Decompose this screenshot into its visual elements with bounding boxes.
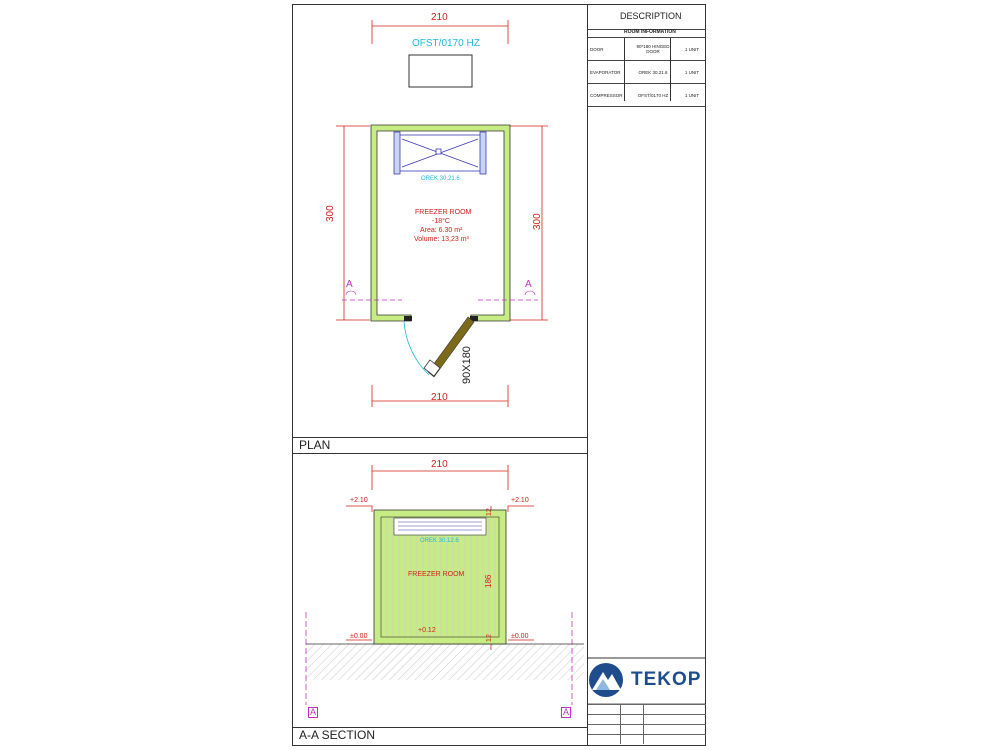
section-cut-mark-left: A xyxy=(310,707,317,717)
table-row xyxy=(588,38,706,61)
plan-room-volume: Volume: 13,23 m³ xyxy=(414,236,469,243)
plan-room-area: Area: 6.30 m² xyxy=(420,227,463,234)
row-qty: 1 UNIT xyxy=(678,61,706,84)
row-value: OREK 30.21.6 xyxy=(628,61,678,84)
plan-left-depth-label: 300 xyxy=(325,205,336,222)
section-level-right-bottom: ±0.00 xyxy=(511,633,529,640)
section-level-floor: +0.12 xyxy=(418,627,436,634)
section-cut-mark-right: A xyxy=(563,707,570,717)
table-row xyxy=(588,705,706,715)
section-room-name: FREEZER ROOM xyxy=(408,571,465,578)
room-info-table xyxy=(588,38,706,107)
section-title: A-A SECTION xyxy=(299,728,376,742)
table-col-divider xyxy=(670,38,671,101)
row-label: EVAPORATOR xyxy=(588,61,628,84)
table-row xyxy=(588,735,706,745)
description-header xyxy=(588,5,706,30)
row-qty: 1 UNIT xyxy=(678,38,706,61)
row-label: DOOR xyxy=(588,38,628,61)
plan-evaporator-label: OREK 30.21.6 xyxy=(421,176,460,182)
plan-top-width-label: 210 xyxy=(431,12,448,23)
plan-room-name: FREEZER ROOM xyxy=(415,209,472,216)
table-row xyxy=(588,725,706,735)
section-level-left-bottom: ±0.00 xyxy=(350,633,368,640)
room-info-title: ROOM INFORMATION xyxy=(624,29,676,35)
table-row xyxy=(588,715,706,725)
condensing-unit xyxy=(409,55,472,87)
condensing-unit-label: OFST/0170 HZ xyxy=(412,38,480,49)
section-bottom-height: 12 xyxy=(486,634,493,642)
plan-evaporator xyxy=(394,132,486,174)
company-logo-text: TEKOP xyxy=(631,669,702,690)
tekop-logo xyxy=(589,663,623,697)
plan-right-depth-label: 300 xyxy=(532,213,543,230)
plan-section-mark-left: A xyxy=(346,279,353,290)
row-qty: 1 UNIT xyxy=(678,84,706,107)
section-main-height: 186 xyxy=(484,574,493,588)
room-info-header xyxy=(588,29,706,38)
table-row xyxy=(588,84,706,107)
title-block-table xyxy=(588,704,706,744)
plan-room-temperature: -18°C xyxy=(432,218,450,225)
table-col-divider xyxy=(624,38,625,101)
row-value: OFST/0170 HZ xyxy=(628,84,678,107)
plan-left-dimension xyxy=(336,126,370,320)
section-width-label: 210 xyxy=(431,459,448,470)
description-title: DESCRIPTION xyxy=(620,11,682,21)
row-value: 90*180 HINGED DOOR xyxy=(628,38,678,61)
plan-bottom-width-label: 210 xyxy=(431,392,448,403)
plan-section-mark-right: A xyxy=(525,279,532,290)
row-label: COMPRESSOR xyxy=(588,84,628,107)
section-ground xyxy=(306,644,584,680)
section-top-height: 12 xyxy=(486,508,493,516)
section-level-left-top: +2.10 xyxy=(350,497,368,504)
door-size-label: 90X180 xyxy=(461,346,473,384)
plan-title: PLAN xyxy=(299,438,331,452)
section-level-right-top: +2.10 xyxy=(511,497,529,504)
table-row xyxy=(588,61,706,84)
section-evaporator-label: OREK 30.12.6 xyxy=(420,538,459,544)
